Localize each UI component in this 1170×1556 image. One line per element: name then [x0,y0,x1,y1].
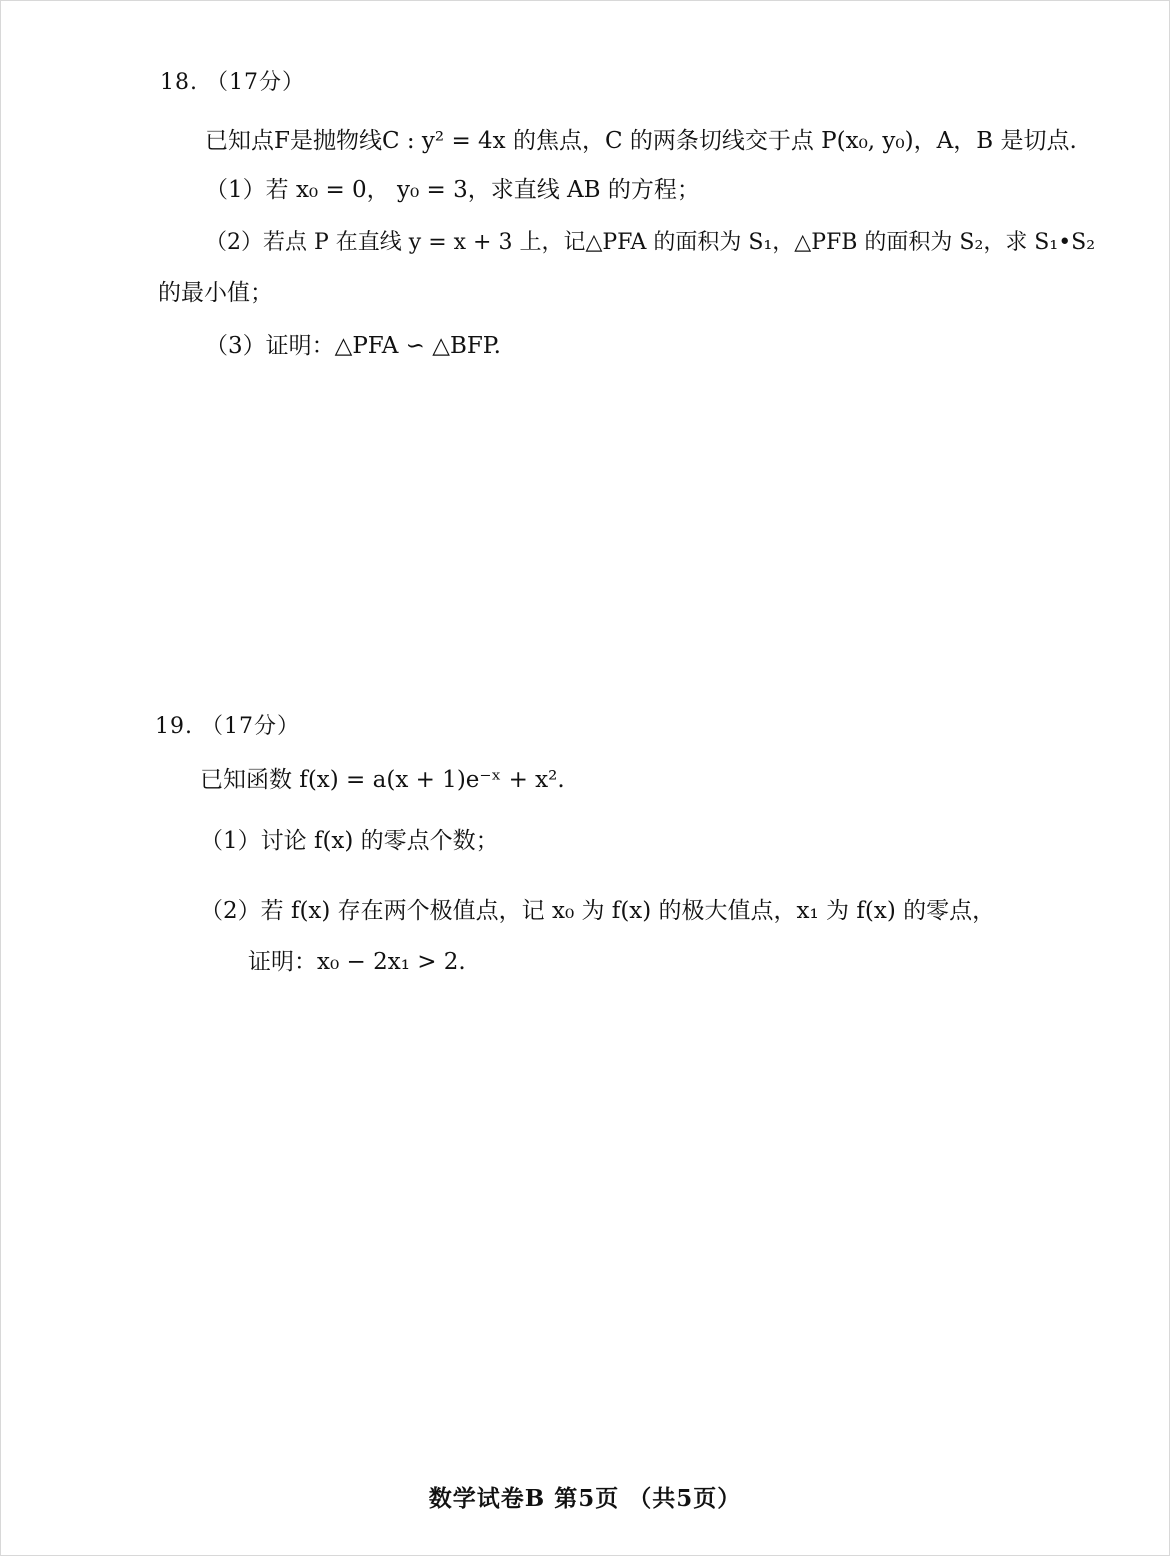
q18-heading: 18. （17分） [160,70,305,95]
page-footer: 数学试卷B 第5页 （共5页） [428,1485,742,1512]
q18-stem: 已知点F是抛物线C : y² = 4x 的焦点，C 的两条切线交于点 P(x₀, y₀)，A，B 是切点. [205,128,1077,154]
q18-part1: （1）若 x₀ = 0， y₀ = 3，求直线 AB 的方程； [205,177,700,203]
q18-part3: （3）证明：△PFA ∽ △BFP. [205,333,501,359]
q18-part2-line1: （2）若点 P 在直线 y = x + 3 上，记△PFA 的面积为 S₁，△PFB 的面积为 S₂，求 S₁•S₂ [205,230,1096,255]
q19-stem: 已知函数 f(x) = a(x + 1)e⁻ˣ + x². [200,767,565,793]
q19-part2-line2: 证明：x₀ − 2x₁ > 2. [248,949,466,975]
q19-part1: （1）讨论 f(x) 的零点个数； [200,828,499,854]
q19-heading: 19. （17分） [155,714,300,739]
q18-part2-line2: 的最小值； [158,280,273,306]
q19-part2-line1: （2）若 f(x) 存在两个极值点，记 x₀ 为 f(x) 的极大值点，x₁ 为 f(x) 的零点， [200,898,996,924]
